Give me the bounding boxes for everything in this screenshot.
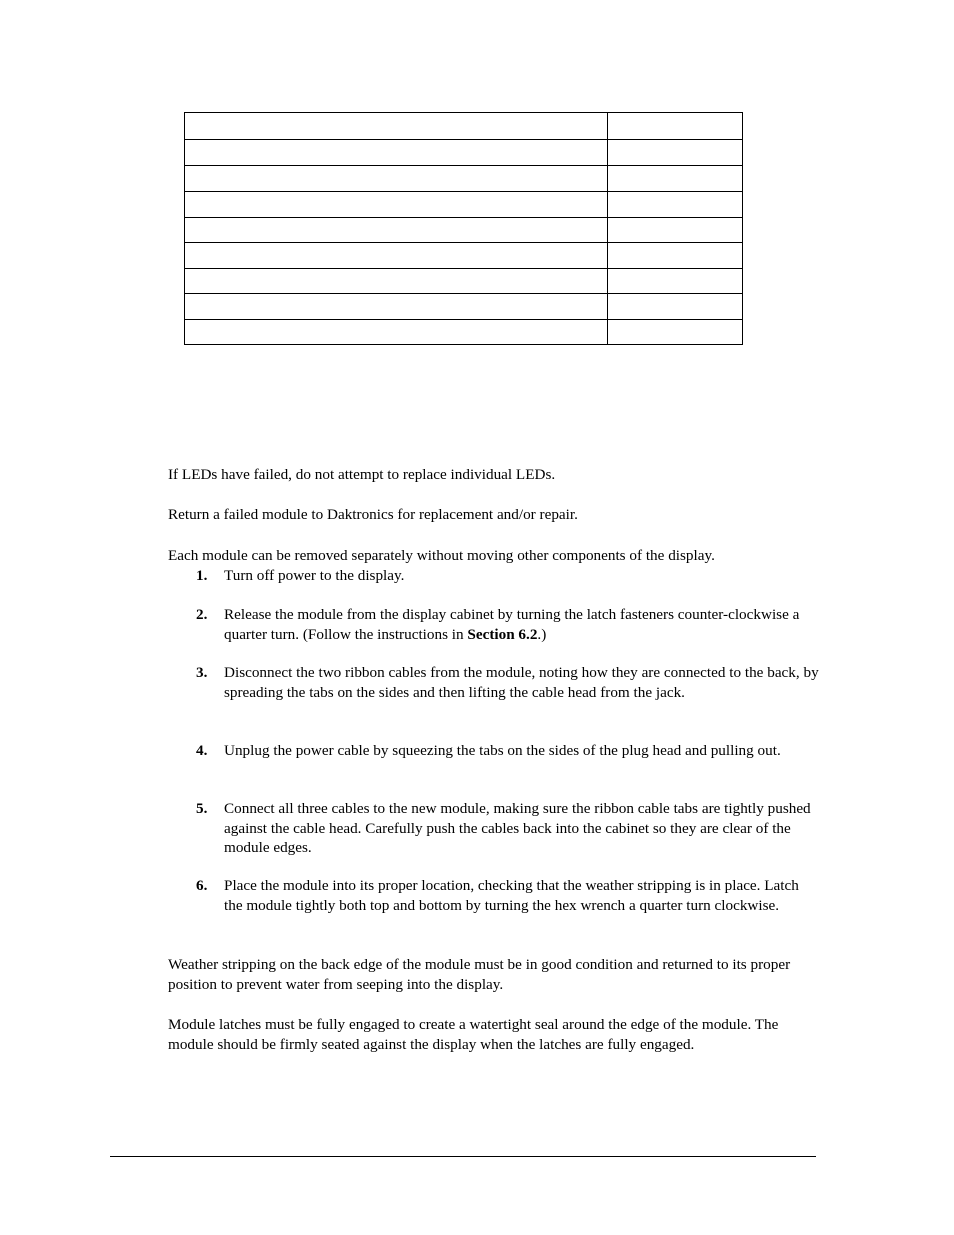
table-cell <box>608 294 743 320</box>
table-cell <box>608 140 743 166</box>
table-cell <box>185 113 608 140</box>
step-3 <box>196 663 820 702</box>
table-cell <box>185 166 608 192</box>
step-number: 4. <box>196 742 208 759</box>
step-number: 2. <box>196 606 208 623</box>
weather-stripping-paragraph: Weather stripping on the back edge of the module must be in good condition and returned to its proper position to prevent water from seeping into the display. <box>168 956 791 993</box>
step-text-part: .) <box>537 625 547 643</box>
step-text: Unplug the power cable by squeezing the tabs on the sides of the plug head and pulling out. <box>224 742 781 759</box>
step-number: 1. <box>196 567 208 584</box>
table-cell <box>608 269 743 294</box>
intro-paragraph-led-warning: If LEDs have failed, do not attempt to replace individual LEDs. <box>168 466 556 483</box>
step-1 <box>196 566 820 586</box>
step-text-part: Release the module from the display cabinet by turning the latch fasteners counter-clockwise a quarter turn. (Follow the instructions in <box>224 606 800 643</box>
footer-rule <box>110 1156 816 1157</box>
table-cell <box>185 218 608 243</box>
table-cell <box>608 166 743 192</box>
module-latches-paragraph: Module latches must be fully engaged to create a watertight seal around the edge of the module. The module should be firmly seated against the display when the latches are fully engaged. <box>168 1016 779 1053</box>
table-row <box>185 113 743 140</box>
table-cell <box>608 243 743 269</box>
table-cell <box>185 140 608 166</box>
step-number: 5. <box>196 800 208 817</box>
step-4 <box>196 741 820 761</box>
intro-paragraph-remove-module: Each module can be removed separately without moving other components of the display. <box>168 547 715 564</box>
table-cell <box>185 269 608 294</box>
step-text: Disconnect the two ribbon cables from the module, noting how they are connected to the back, by spreading the tabs on the sides and then lifting the cable head from the jack. <box>224 664 819 701</box>
step-5 <box>196 799 820 858</box>
step-number: 3. <box>196 664 208 681</box>
section-reference: Section 6.2 <box>467 625 538 643</box>
table-cell <box>185 243 608 269</box>
table-cell <box>185 294 608 320</box>
step-text: Connect all three cables to the new module, making sure the ribbon cable tabs are tightly pushed against the cable head. Carefully push the cables back into the cabinet so they are clear of the module edges. <box>224 800 811 856</box>
step-2 <box>196 605 820 644</box>
table-row <box>185 269 743 294</box>
table-row <box>185 166 743 192</box>
parts-table <box>184 112 743 345</box>
table-row <box>185 243 743 269</box>
table-cell <box>608 320 743 345</box>
table-row <box>185 140 743 166</box>
table-cell <box>608 113 743 140</box>
step-number: 6. <box>196 877 208 894</box>
table-cell <box>185 320 608 345</box>
step-6 <box>196 876 820 915</box>
table-row <box>185 192 743 218</box>
table-cell <box>608 218 743 243</box>
table-cell <box>608 192 743 218</box>
table-row <box>185 320 743 345</box>
table-row <box>185 218 743 243</box>
step-text: Place the module into its proper location, checking that the weather stripping is in place. Latch the module tightly both top and bottom by turning the hex wrench a quarter turn clockwise. <box>224 877 799 914</box>
step-text: Turn off power to the display. <box>224 567 405 584</box>
step-text <box>224 605 820 644</box>
table-cell <box>185 192 608 218</box>
table-row <box>185 294 743 320</box>
intro-paragraph-return-module: Return a failed module to Daktronics for replacement and/or repair. <box>168 506 578 523</box>
